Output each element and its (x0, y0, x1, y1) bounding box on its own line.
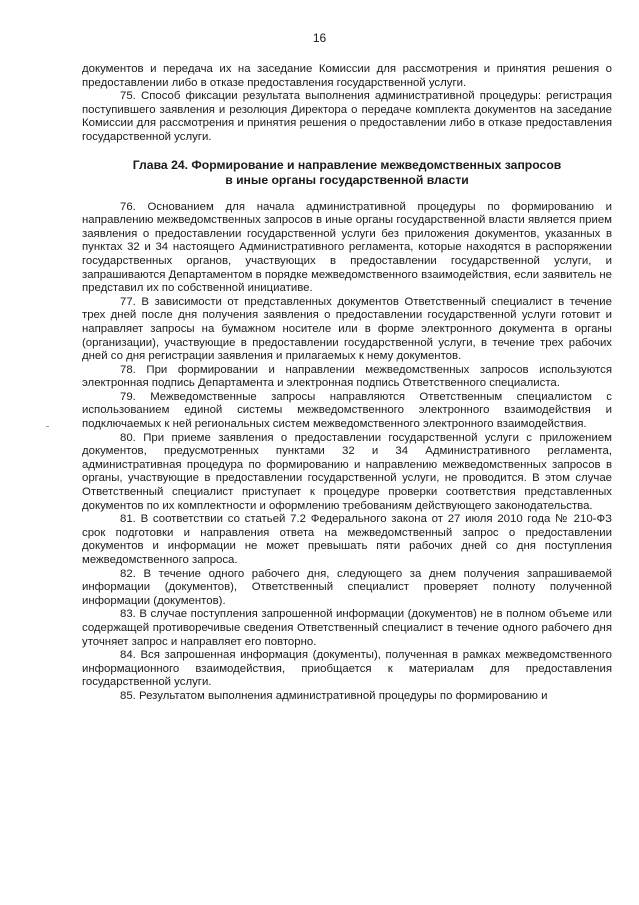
chapter-title-line-2: в иные органы государственной власти (225, 172, 469, 187)
spacer (82, 188, 612, 201)
document-body (82, 63, 612, 704)
paragraph-continuation: документов и передача их на заседание Комиссии для рассмотрения и принятия решения о предоставлении либо в отказе предоставления государственной услуги. (82, 63, 612, 89)
paragraph-80: 80. При приеме заявления о предоставлении государственной услуги с приложением документов, предусмотренных пунктами 32 и 34 Административного регламента, административная процедура по формированию и направлению межведомственных запросов в органы, участвующие в предоставлении государственной услуги, не проводится. В этом случае Ответственный специалист приступает к процедуре проверки соответствия представленных документов по их комплектности и оформлению требованиям действующего законодательства. (82, 431, 612, 512)
spacer (82, 145, 612, 158)
paragraph-82: 82. В течение одного рабочего дня, следующего за днем получения запрашиваемой информации (документов), Ответственный специалист проверяет полноту полученной информации (документов). (82, 567, 612, 607)
paragraph-83: 83. В случае поступления запрошенной информации (документов) не в полном объеме или содержащей противоречивые сведения Ответственный специалист в течение одного рабочего дня уточняет запрос и направляет его повторно. (82, 608, 612, 648)
paragraph-85: 85. Результатом выполнения административной процедуры по формированию и (120, 689, 548, 702)
chapter-title (82, 158, 612, 188)
paragraph-78: 78. При формировании и направлении межведомственных запросов используются электронная подпись Департамента и электронная подпись Ответственного специалиста. (82, 363, 612, 390)
margin-mark (46, 426, 49, 427)
paragraph-76: 76. Основанием для начала административной процедуры по формированию и направлению межведомственных запросов в иные органы государственной власти является прием заявления о предоставлении государственной услуги без приложения документов, указанных в пунктах 32 и 34 настоящего Административного регламента, которые находятся в распоряжении государственных органов, участвующих в предоставлении государственной услуги, и запрашиваются Департаментом в порядке межведомственного взаимодействия, если заявитель не представил их по собственной инициативе. (82, 200, 612, 295)
paragraph-81: 81. В соответствии со статьей 7.2 Федерального закона от 27 июля 2010 года № 210-ФЗ срок подготовки и направления ответа на межведомственный запрос о предоставлении документов и информации не может превышать пяти рабочих дней со дня поступления межведомственного запроса. (82, 513, 612, 566)
paragraph-75: 75. Способ фиксации результата выполнения административной процедуры: регистрация поступившего заявления и резолюция Директора о передаче комплекта документов на заседание Комиссии для рассмотрения и принятия решения о предоставлении либо в отказе предоставления государственной услуги. (82, 90, 612, 143)
chapter-title-line-1: Глава 24. Формирование и направление межведомственных запросов (132, 157, 562, 172)
paragraph-84: 84. Вся запрошенная информация (документы), полученная в рамках межведомственного информационного взаимодействия, приобщается к материалам для предоставления государственной услуги. (82, 649, 612, 689)
paragraph-77: 77. В зависимости от представленных документов Ответственный специалист в течение трех дней после дня получения заявления о предоставлении государственной услуги готовит и направляет запросы на бумажном носителе или в форме электронного документа в органы (организации), участвующие в предоставлении государственной услуги, в течение трех рабочих дней со дня регистрации заявления и прилагаемых к нему документов. (82, 295, 612, 363)
page-number: 16 (312, 31, 327, 45)
paragraph-79: 79. Межведомственные запросы направляются Ответственным специалистом с использованием единой системы межведомственного электронного взаимодействия и подключаемых к ней региональных систем межведомственного электронного взаимодействия. (82, 390, 612, 431)
